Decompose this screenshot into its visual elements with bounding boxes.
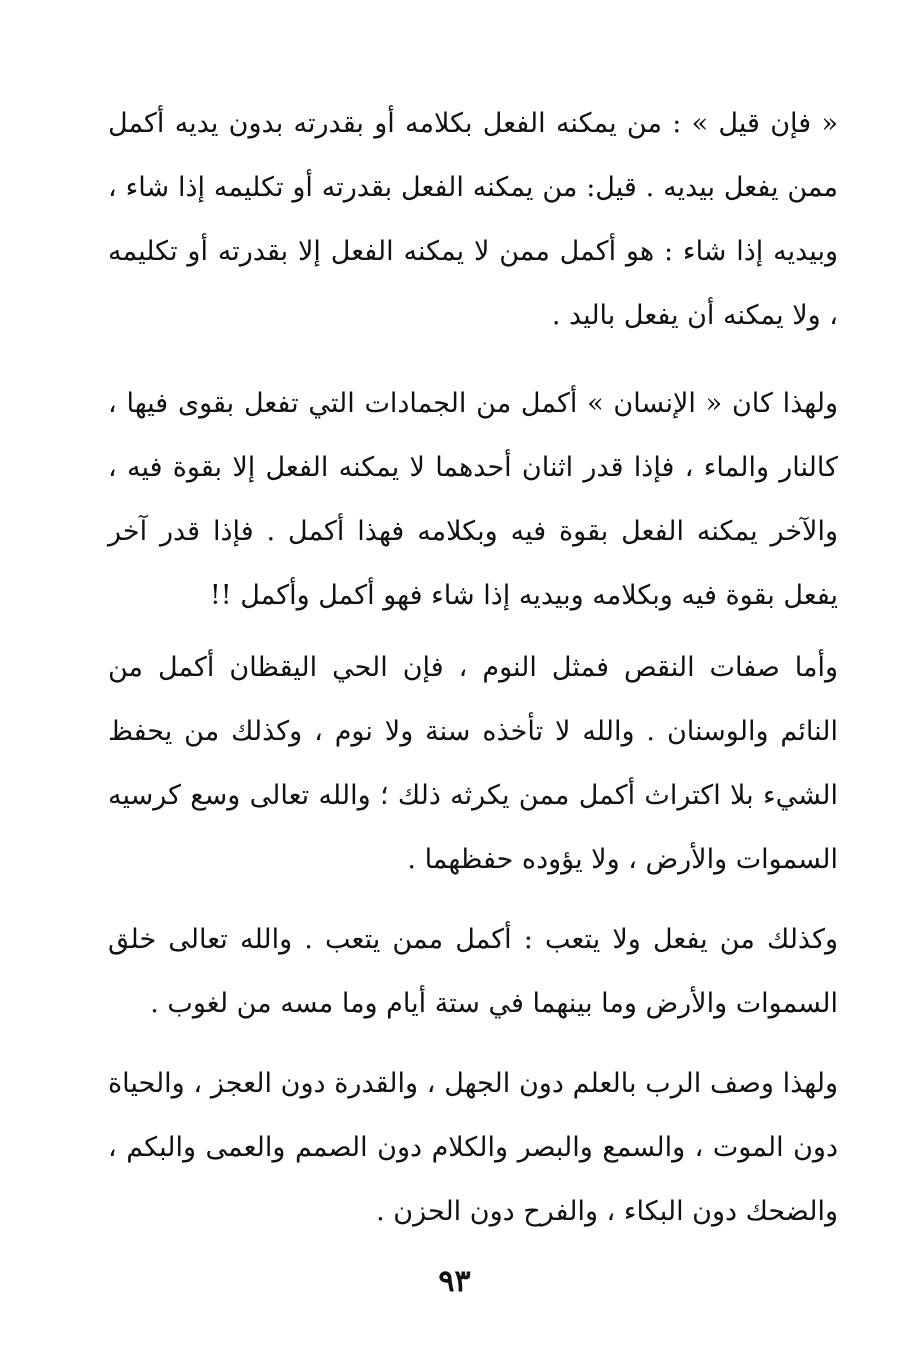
page-number: ٩٣: [438, 1264, 471, 1299]
paragraph-5: ولهذا وصف الرب بالعلم دون الجهل ، والقدرة دون العجز ، والحياة دون الموت ، والسمع والبصر والكلام دون الصمم والعمى والبكم ، والضحك دون البكاء ، والفرح دون الحزن .: [108, 1068, 838, 1227]
paragraph-4: وكذلك من يفعل ولا يتعب : أكمل ممن يتعب . والله تعالى خلق السموات والأرض وما بينهما في ستة أيام وما مسه من لغوب .: [108, 924, 838, 1019]
paragraph-3: وأما صفات النقص فمثل النوم ، فإن الحي اليقظان أكمل من النائم والوسنان . والله لا تأخذه سنة ولا نوم ، وكذلك من يحفظ الشيء بلا اكتراث أكمل ممن يكرثه ذلك ؛ والله تعالى وسع كرسيه السموات والأرض ، ولا يؤوده حفظهما .: [108, 652, 838, 875]
paragraph-2: ولهذا كان « الإنسان » أكمل من الجمادات التي تفعل بقوى فيها ، كالنار والماء ، فإذا قدر اثنان أحدهما لا يمكنه الفعل إلا بقوة فيه ، والآخر يمكنه الفعل بقوة فيه وبكلامه فهذا أكمل . فإذا قدر آخر يفعل بقوة فيه وبكلامه وبيديه إذا شاء فهو أكمل وأكمل !!: [108, 388, 838, 611]
paragraph-1: « فإن قيل » : من يمكنه الفعل بكلامه أو بقدرته بدون يديه أكمل ممن يفعل بيديه . قيل: من يمكنه الفعل بقدرته أو تكليمه إذا شاء ، وبيديه إذا شاء : هو أكمل ممن لا يمكنه الفعل إلا بقدرته أو تكليمه ، ولا يمكنه أن يفعل باليد .: [108, 108, 838, 331]
